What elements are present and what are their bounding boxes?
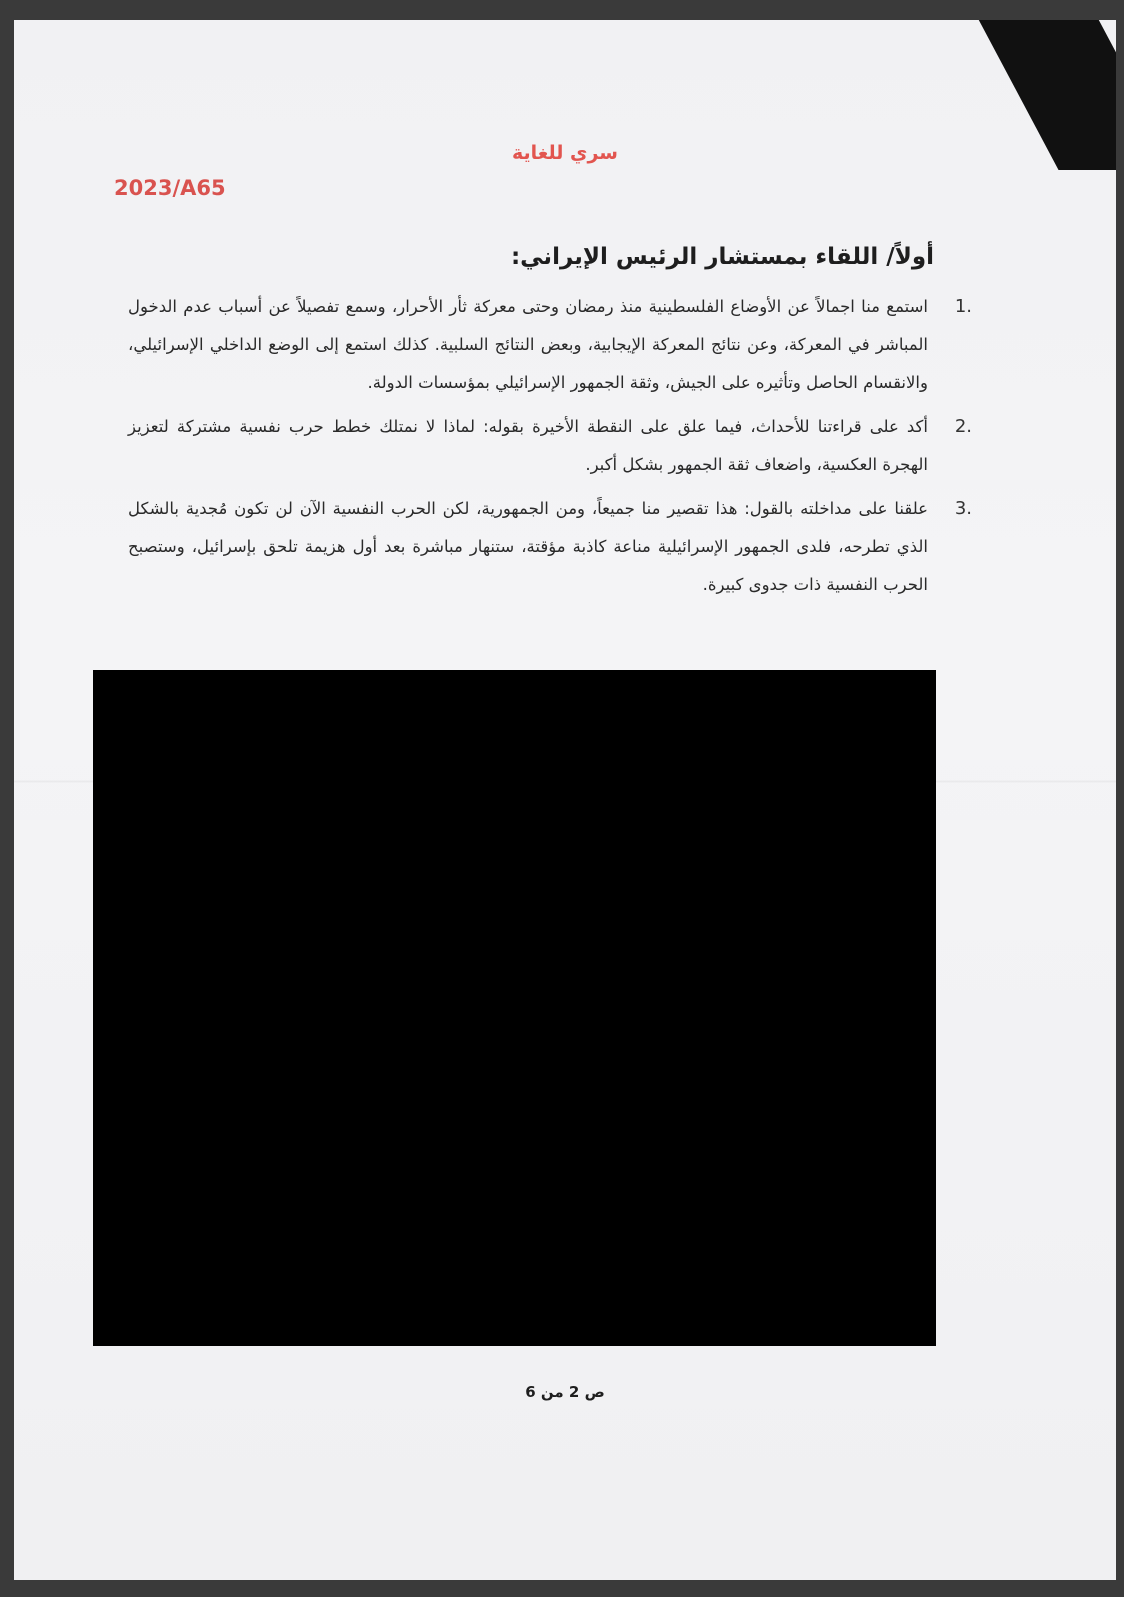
list-item-text: استمع منا اجمالاً عن الأوضاع الفلسطينية منذ رمضان وحتى معركة ثأر الأحرار، وسمع تفصيلاً عن أسباب عدم الدخول المباشر في المعركة، وعن نتائج المعركة الإيجابية، وبعض النتائج السلبية. كذلك استمع إلى الوضع الداخلي الإسرائيلي، والانقسام الحاصل وتأثيره على الجيش، وثقة الجمهور الإسرائيلي بمؤسسات الدولة. (128, 297, 928, 392)
list-item-text: علقنا على مداخلته بالقول: هذا تقصير منا جميعاً، ومن الجمهورية، لكن الحرب النفسية الآن لن تكون مُجدية بالشكل الذي تطرحه، فلدى الجمهور الإسرائيلية مناعة كاذبة مؤقتة، ستنهار مباشرة بعد أول هزيمة تلحق بإسرائيل، وستصبح الحرب النفسية ذات جدوى كبيرة. (128, 499, 928, 594)
document-page (14, 20, 1116, 1580)
list-item-number: 1. (954, 296, 972, 317)
page-number: ص 2 من 6 (525, 1383, 605, 1401)
list-item (128, 408, 972, 484)
list-item (128, 288, 972, 402)
list-item-number: 2. (954, 416, 972, 437)
section-title: أولاً/ اللقاء بمستشار الرئيس الإيراني: (510, 244, 934, 270)
list-item-text: أكد على قراءتنا للأحداث، فيما علق على النقطة الأخيرة بقوله: لماذا لا نمتلك خطط حرب نفسية مشتركة لتعزيز الهجرة العكسية، واضعاف ثقة الجمهور بشكل أكبر. (128, 417, 928, 474)
numbered-list (128, 288, 972, 610)
list-item (128, 490, 972, 604)
redaction-block (93, 670, 936, 1346)
classification-label: سري للغاية (512, 142, 618, 164)
document-number: 2023/A65 (114, 176, 226, 200)
list-item-number: 3. (954, 498, 972, 519)
